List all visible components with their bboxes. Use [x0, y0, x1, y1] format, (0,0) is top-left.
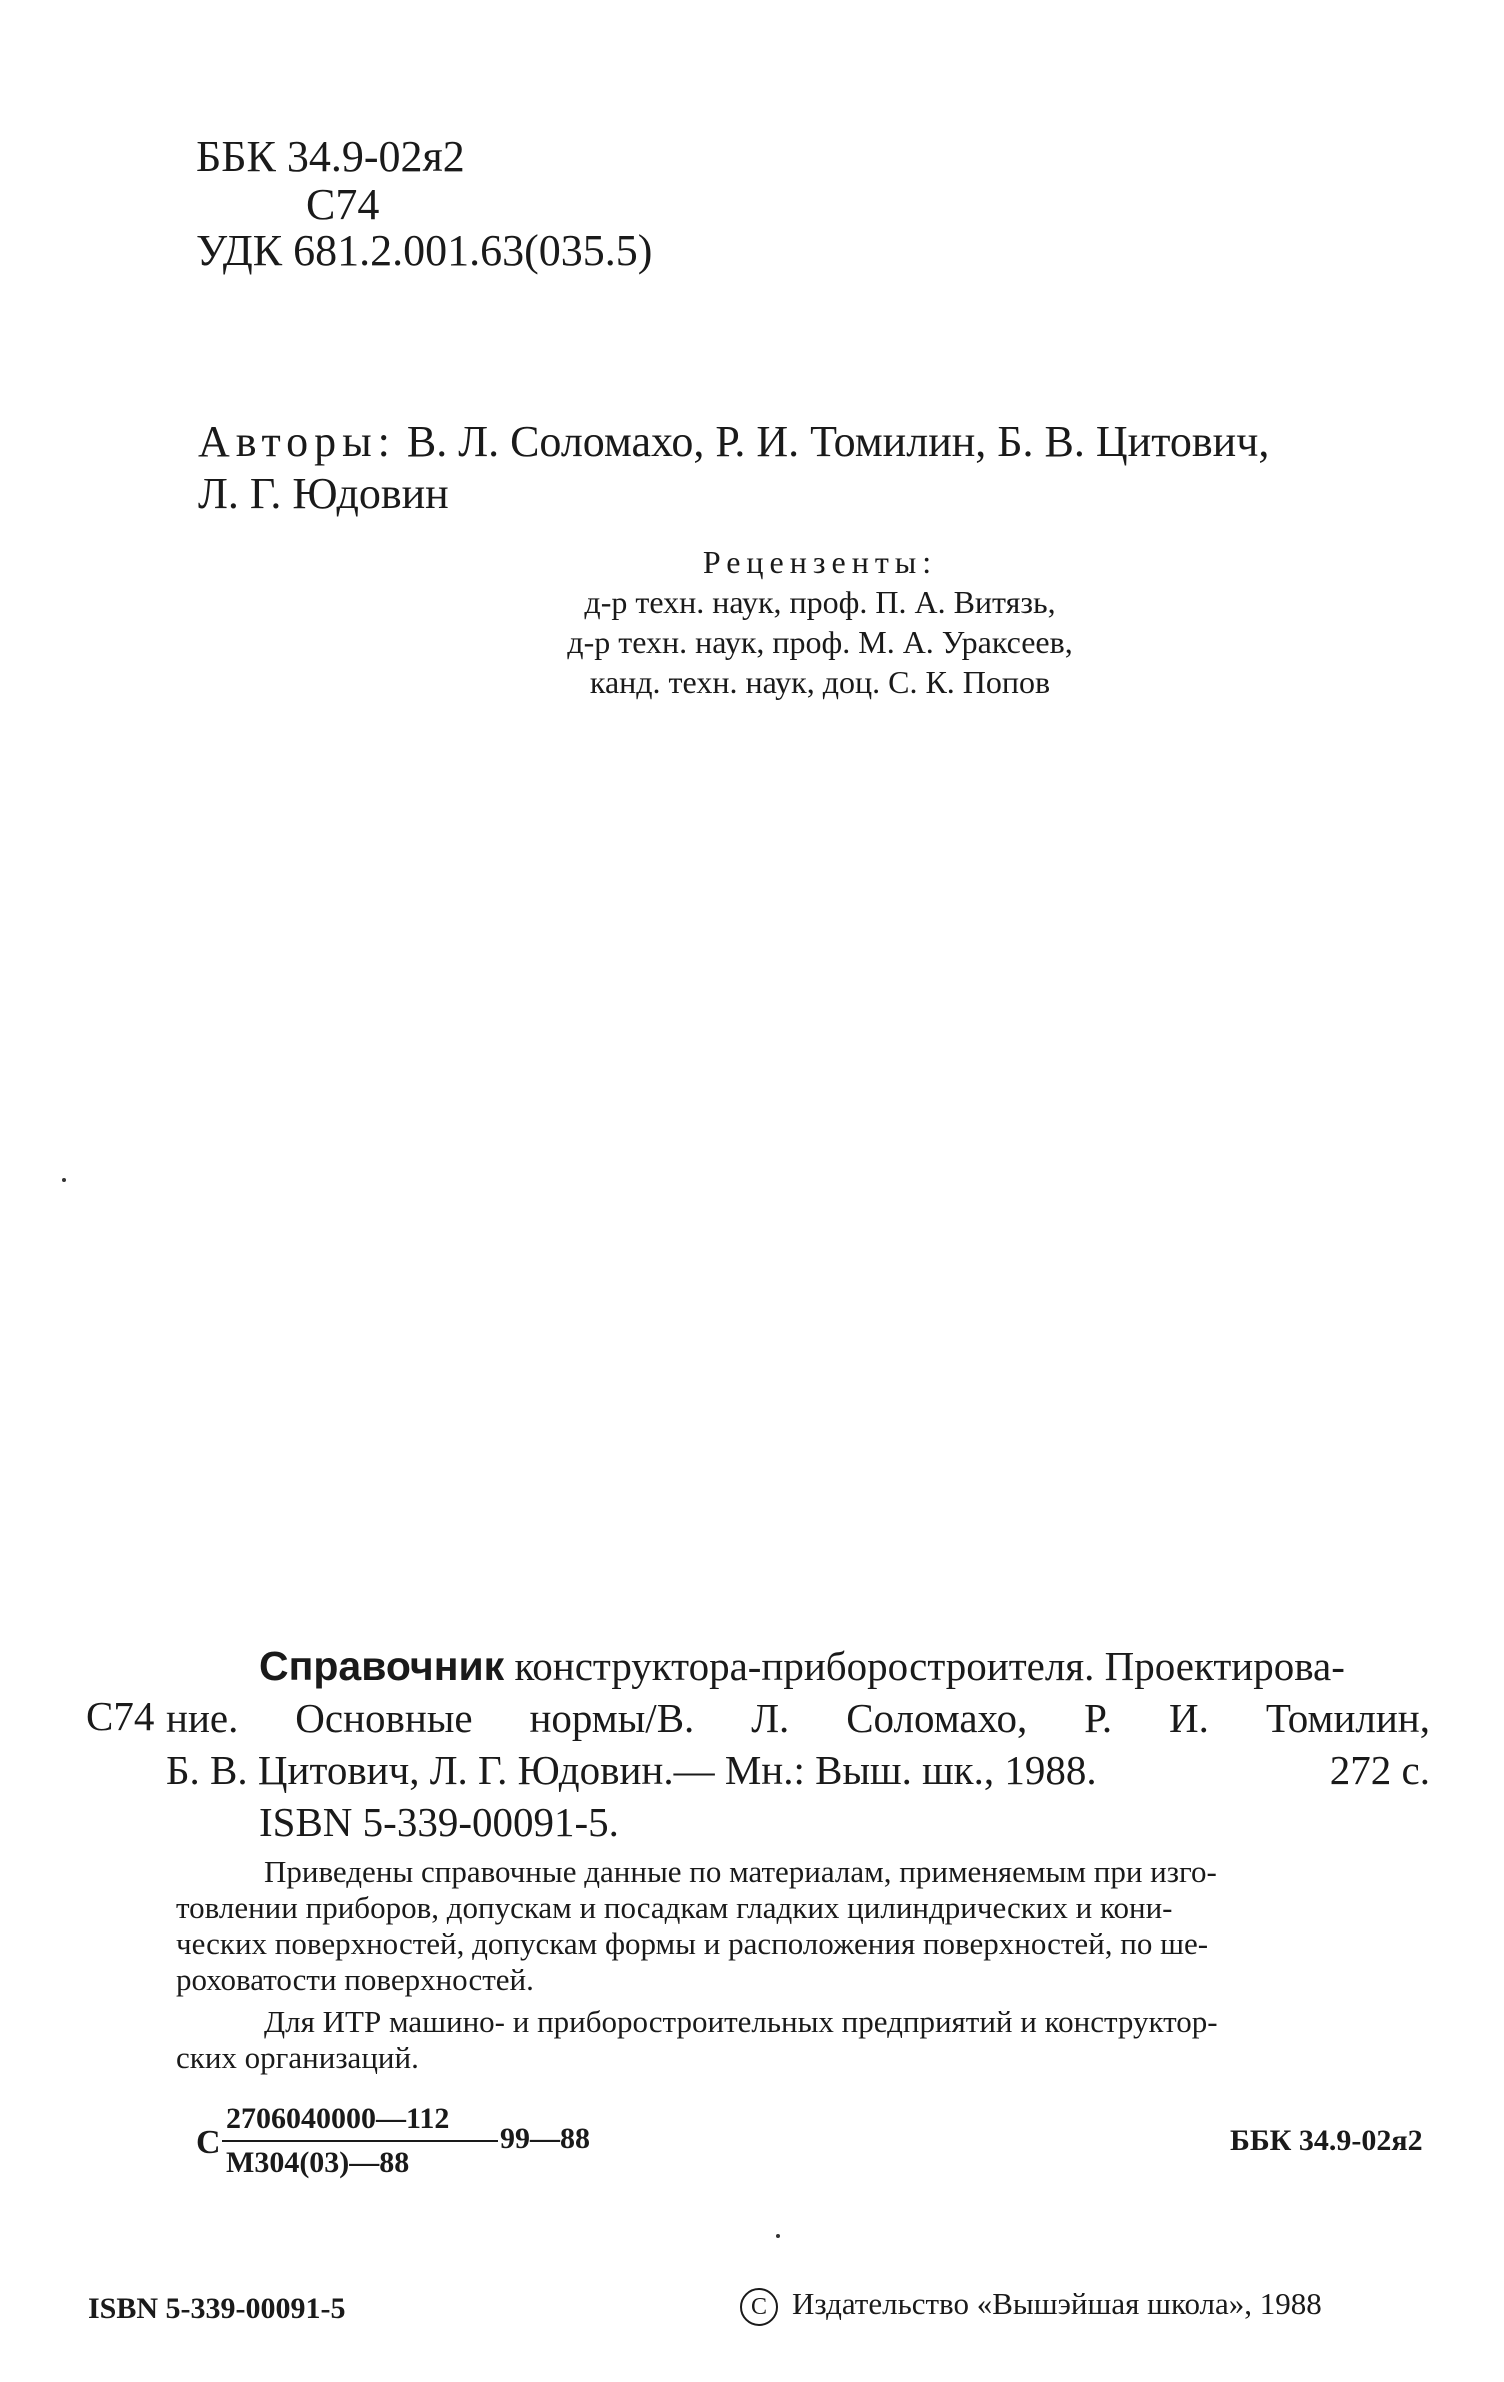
- reviewers-label: Рецензенты:: [702, 544, 938, 580]
- card-word: Соломахо,: [846, 1695, 1028, 1741]
- annotation-line: ческих поверхностей, допускам формы и расположения поверхностей, по ше-: [176, 1926, 1209, 1961]
- authors-names-1: В. Л. Соломахо, Р. И. Томилин, Б. В. Цитович,: [406, 417, 1270, 466]
- index-fraction-bar: [222, 2140, 498, 2142]
- card-title: Справочник: [259, 1643, 505, 1689]
- annotation-line: Для ИТР машино- и приборостроительных предприятий и конструктор-: [264, 2004, 1218, 2039]
- card-word: Р.: [1084, 1695, 1113, 1741]
- reviewer-item: канд. техн. наук, доц. С. К. Попов: [589, 664, 1051, 700]
- card-isbn: ISBN 5-339-00091-5.: [259, 1799, 619, 1845]
- index-suffix: 99—88: [500, 2122, 590, 2155]
- index-numerator: 2706040000—112: [226, 2102, 450, 2135]
- card-line-2: [166, 1692, 1430, 1744]
- annotation-line: Приведены справочные данные по материалам, применяемым при изго-: [264, 1854, 1217, 1889]
- card-mark: С74: [86, 1693, 155, 1739]
- card-word: И.: [1169, 1695, 1209, 1741]
- index-bbk: ББК 34.9-02я2: [1230, 2124, 1423, 2157]
- authors-label: Авторы:: [198, 417, 396, 466]
- card-word: Л.: [751, 1695, 790, 1741]
- card-pages: 272 с.: [1329, 1747, 1430, 1793]
- index-denominator: М304(03)—88: [226, 2146, 410, 2179]
- annotation-line: роховатости поверхностей.: [176, 1962, 534, 1997]
- copyright-icon: C: [740, 2288, 778, 2326]
- catalog-card: [166, 1640, 1430, 1848]
- card-word: нормы/В.: [529, 1695, 695, 1741]
- scan-speck: [62, 1178, 66, 1182]
- author-mark: С74: [306, 180, 380, 229]
- card-word: ние.: [166, 1695, 239, 1741]
- scan-speck: [776, 2234, 780, 2238]
- footer-copyright: [740, 2286, 1322, 2326]
- card-title-line: [166, 1640, 1430, 1692]
- footer-isbn: ISBN 5-339-00091-5: [88, 2292, 346, 2325]
- reviewer-item: д-р техн. наук, проф. П. А. Витязь,: [584, 584, 1056, 620]
- card-title-rest: конструктора-приборостроителя. Проектирова-: [514, 1643, 1345, 1689]
- card-line-3: [166, 1744, 1430, 1796]
- annotation-line: товлении приборов, допускам и посадкам гладких цилиндрических и кони-: [176, 1890, 1173, 1925]
- card-word: Основные: [295, 1695, 473, 1741]
- reviewers-block: [480, 542, 1160, 702]
- authors-names-2: Л. Г. Юдовин: [198, 469, 449, 518]
- index-prefix: С: [196, 2124, 221, 2161]
- bbk-code: ББК 34.9-02я2: [196, 132, 465, 181]
- annotation-line: ских организаций.: [176, 2040, 419, 2075]
- udk-code: УДК 681.2.001.63(035.5): [196, 226, 653, 275]
- card-word: Томилин,: [1265, 1695, 1430, 1741]
- copyright-text: Издательство «Вышэйшая школа», 1988: [792, 2286, 1322, 2321]
- card-imprint: Б. В. Цитович, Л. Г. Юдовин.— Мн.: Выш. шк., 1988.: [166, 1747, 1097, 1793]
- authors-line-1: [198, 414, 1269, 470]
- reviewer-item: д-р техн. наук, проф. М. А. Ураксеев,: [567, 624, 1073, 660]
